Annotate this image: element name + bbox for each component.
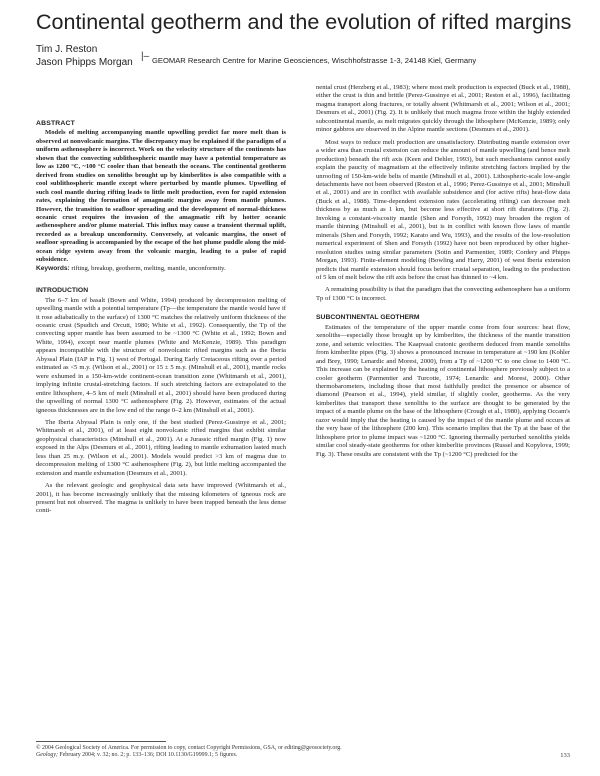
- affiliation-bracket: |–: [141, 51, 150, 62]
- citation-details: February 2004; v. 32; no. 2; p. 133–136; DOI 10.1130/G19999.1; 5 figures.: [59, 752, 238, 759]
- right-column: [316, 84, 570, 459]
- paragraph: Estimates of the temperature of the upper mantle come from four sources: heat flow, xenoliths—especially those brought up by kimberlites, the thickness of the mantle transition zone, and seismic velocities. The Kaapvaal cratonic geotherm deduced from mantle xenoliths from kimberlite pipes (Fig. 3) shows a pronounced increase in temperature at ~190 km (Kohler and Brey, 1990; Lenardic and Moresi, 2000), from a Tp of ~1200 °C to one close to 1400 °C. This increase can be explained by the heating of continental lithosphere previously subject to a cooler geotherm (Parmentier and Turcotte, 1974; Lenardic and Moresi, 2000). Other thermobarometers, including those that most faithfully predict the presence or absence of diamond (Pearson et al., 1994), yield similar, if slightly cooler, geotherms. As the very kimberlites that transport these xenoliths to the surface are thought to be generated by the impact of a mantle plume on the base of the lithosphere (Crough et al., 1980), applying Occam's razor would imply that the heating is caused by the impact of the mantle plume and occurs at the very base of the lithosphere (200 km). This scenario implies that the Tp at the base of the lithosphere prior to plume impact was ~1200 °C. Ignoring thermally perturbed xenoliths yields similar cool steady-state geotherms for other kimberlite provinces (Russel and Kopylova, 1999; Fig. 3). These results are consistent with the Tp (~1200 °C) predicted for the: [316, 323, 570, 458]
- citation: [36, 752, 570, 759]
- paragraph: Most ways to reduce melt production are unsatisfactory. Distributing mantle extension over a wider area than crustal extension can reduce the amount of mantle upwelling (and hence melt production) beneath the rift axis (Keen and Dehler, 1993), but such mechanisms cannot easily explain the paucity of magmatism at the effectively infinite stretching factors implied by the unroofing of 150-km-wide belts of mantle (Minshull et al., 2001). Lithospheric-scale low-angle detachments have not been observed (Reston et al., 1996; Perez-Gussinye et al., 2001; Minshull et al., 2001) and are in conflict with available subsidence and (for active rifts) heat-flow data (Buck et al., 1988). Time-dependent extension rates (accelerating rifting) can decrease melt thickness by as much as 1 km, but become less effective at short rift durations (Fig. 2). Invoking a constant-viscosity mantle (Shen and Forsyth, 1992) may broaden the region of mantle thinning (Minshull et al., 2001), but is in conflict with known flow laws of mantle minerals (Shen and Forsyth, 1992; Karato and Wu, 1993), and the results of the low-resolution numerical experiment of Shen and Forsyth (1992) have not been reproduced by other higher-resolution studies using similar parameters (Sotin and Parmentier, 1989; Cordery and Phipps Morgan, 1993). Finite-element modeling (Bowling and Harry, 2001) of west Iberia extension predicts that mantle extension should focus before crustal separation, leading to the production of 5 km of melt below the rift axis before the crust has thinned to ~4 km.: [316, 138, 570, 281]
- footer-divider: [36, 741, 166, 742]
- author-name: Tim J. Reston: [36, 44, 98, 55]
- paper-title: Continental geotherm and the evolution of rifted margins: [36, 10, 572, 34]
- section-heading-subcontinental-geotherm: SUBCONTINENTAL GEOTHERM: [316, 314, 420, 322]
- journal-name: Geology;: [36, 752, 58, 759]
- footer: [36, 745, 570, 760]
- section-heading-introduction: INTRODUCTION: [36, 287, 89, 295]
- author-list: [36, 44, 133, 69]
- author-name: Jason Phipps Morgan: [36, 56, 133, 68]
- keywords-label: Keywords:: [36, 264, 70, 272]
- abstract-text: Models of melting accompanying mantle upwelling predict far more melt than is observed at nonvolcanic margins. The discrepancy may be explained if the paradigm of a uniform asthenosphere is incorrect. Work on the velocity structure of the continents has shown that the convecting sublithospheric mantle may have a potential temperature as low as 1200 °C, ~100 °C cooler than that beneath the oceans. The continental geotherm derived from studies on xenoliths brought up by kimberlites is also compatible with a cool sublithospheric mantle except where perturbed by mantle plumes. Upwelling of such cool mantle during rifting leads to little melt production, even for rapid extension rates, explaining the formation of amagmatic margins away from mantle plumes. However, the transition to seafloor spreading and the development of normal-thickness oceanic crust requires the invasion of the amagmatic rift by hotter oceanic asthenosphere and/or plume material. This influx may cause a transient thermal uplift, recorded as a breakup unconformity. Conversely, at volcanic margins, the onset of seafloor spreading is accompanied by the escape of the hot plume puddle along the mid-ocean ridge system away from the volcanic margin, leading to a pulse of rapid subsidence.: [36, 129, 286, 264]
- keywords: [36, 265, 286, 273]
- paragraph: A remaining possibility is that the paradigm that the convecting asthenosphere has a uniform Tp of 1300 °C is incorrect.: [316, 286, 570, 302]
- page-number: 133: [560, 752, 570, 759]
- left-column: [36, 84, 286, 516]
- paragraph: nental crust (Herzberg et al., 1983); where most melt production is expected (Buck et al., 1988), either the crust is thin and brittle (Perez-Gussinye et al., 2001; Reston et al., 1996), facilitating magma transport along fractures, or totally absent (Whitmarsh et al., 2001; Wilson et al., 2001; Desmurs et al., 2001) (Fig. 2). It is unlikely that much magma froze within the highly extended subcontinental mantle, as melt migrates quickly through the lithosphere (McKenzie, 1989); only minor gabbros are observed in the Alpine mantle sections (Desmurs et al., 2001).: [316, 84, 570, 134]
- keywords-text: rifting, breakup, geotherm, melting, mantle, unconformity.: [71, 264, 226, 272]
- paragraph: The 6–7 km of basalt (Bown and White, 1994) produced by decompression melting of upwelling mantle with a potential temperature (Tp—the temperature the mantle would have if it rose adiabatically to the surface) of 1300 °C matches the relatively uniform thickness of the oceanic crust (Spudich and Orcutt, 1980; White et al., 1992). Consequently, the Tp of the convecting upper mantle has been assumed to be ~1300 °C (White et al., 1992; Bown and White, 1994), except near mantle plumes (White and McKenzie, 1989). This paradigm appears incompatible with the structure of nonvolcanic rifted margins such as the Iberia Abyssal Plain (IAP in Fig. 1) west of Portugal. During Early Cretaceous rifting over a period estimated as <5 m.y. (Wilson et al., 2001) or 15 ± 5 m.y. (Minshull et al., 2001), mantle rocks were exhumed in a 150-km-wide continent-ocean transition zone (Whitmarsh et al., 2001), implying infinite crustal-stretching factors. If such stretching factors are extrapolated to the entire lithosphere, 4–5 km of melt (Minshull et al., 2001) should have been produced during the upwelling of normal 1300 °C asthenosphere (Fig. 2). However, estimates of the actual igneous thicknesses are in the low end of the range 0–2 km (Minshull et al., 2001).: [36, 296, 286, 414]
- copyright-notice: © 2004 Geological Society of America. For permission to copy, contact Copyright Permissions, GSA, or editing@geosociety.org.: [36, 745, 342, 751]
- paragraph: The Iberia Abyssal Plain is only one, if the best studied (Perez-Gussinye et al., 2001; Whitmarsh et al., 2001), of at least eight nonvolcanic rifted margins that exhibit similar geophysical characteristics (Minshull et al., 2001). At a Jurassic rifted margin (Fig. 1) now exposed in the Alps (Desmurs et al., 2001), rifting leading to mantle exhumation lasted much less than 25 m.y. (Wilson et al., 2001). Models would predict >3 km of magma due to decompression melting of 1300 °C asthenosphere (Fig. 2), but little melting accompanied the extension and mantle exhumation (Desmurs et al., 2001).: [36, 418, 286, 477]
- abstract-heading: ABSTRACT: [36, 120, 75, 127]
- affiliation: GEOMAR Research Centre for Marine Geosciences, Wischhofstrasse 1-3, 24148 Kiel, Germany: [152, 56, 477, 65]
- paragraph: As the relevant geologic and geophysical data sets have improved (Whitmarsh et al., 2001), it has become increasingly unlikely that the missing kilometers of igneous rock are present but not observed. The magma is unlikely to have been trapped beneath the less dense conti-: [36, 482, 286, 515]
